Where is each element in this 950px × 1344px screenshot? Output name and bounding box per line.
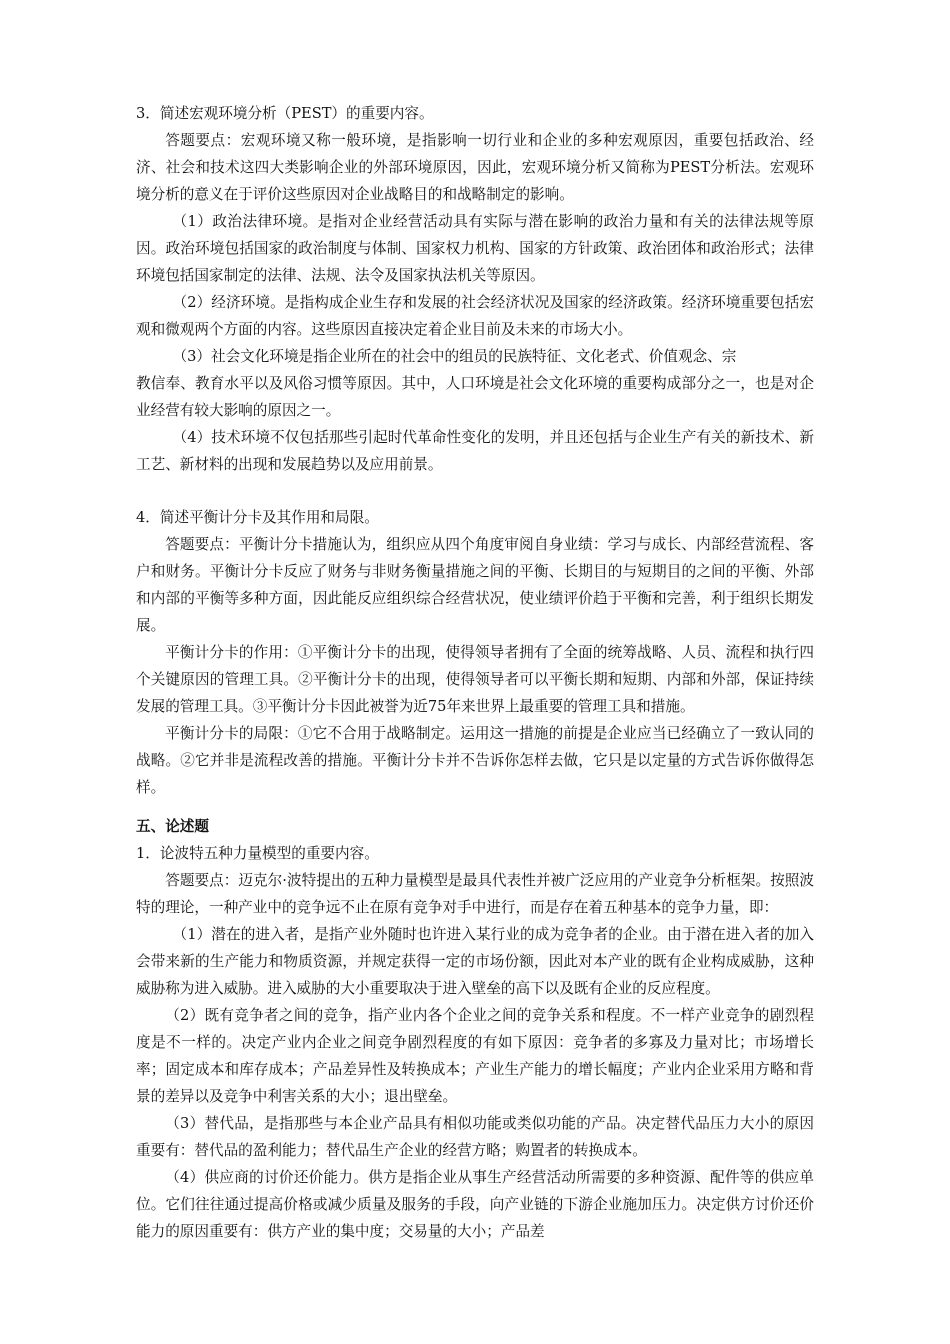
s5-question-title: 1．论波特五种力量模型的重要内容。 (136, 845, 379, 862)
q3-answer-intro: 答题要点：宏观环境又称一般环境，是指影响一切行业和企业的多种宏观原因，重要包括政治、经济、社会和技术这四大类影响企业的外部环境原因，因此，宏观环境分析又简称为PEST分析法。宏观环境分析的意义在于评价这些原因对企业战略目的和战略制定的影响。 (136, 132, 814, 203)
s5-item-rivalry: （2）既有竞争者之间的竞争，指产业内各个企业之间的竞争关系和程度。不一样产业竞争的剧烈程度是不一样的。决定产业内企业之间竞争剧烈程度的有如下原因：竞争者的多寡及力量对比；市场增长率；固定成本和库存成本；产品差异性及转换成本；产业生产能力的增长幅度；产业内企业采用方略和背景的差异以及竞争中利害关系的大小；退出壁垒。 (136, 1007, 814, 1105)
q3-item-social-line1: （3）社会文化环境是指企业所在的社会中的组员的民族特征、文化老式、价值观念、宗 (172, 348, 737, 365)
s5-item-entrants: （1）潜在的进入者，是指产业外随时也许进入某行业的成为竞争者的企业。由于潜在进入者的加入会带来新的生产能力和物质资源，并规定获得一定的市场份额，因此对本产业的既有企业构成威胁，这种威胁称为进入威胁。进入威胁的大小重要取决于进入壁垒的高下以及既有企业的反应程度。 (136, 926, 814, 997)
q3-item-social-line2: 教信奉、教育水平以及风俗习惯等原因。其中，人口环境是社会文化环境的重要构成部分之一，也是对企业经营有较大影响的原因之一。 (136, 375, 814, 419)
s5-answer-intro: 答题要点：迈克尔·波特提出的五种力量模型是最具代表性并被广泛应用的产业竞争分析框架。按照波特的理论，一种产业中的竞争远不止在原有竞争对手中进行，而是存在着五种基本的竞争力量，即： (136, 872, 814, 916)
q4-limitation: 平衡计分卡的局限：①它不合用于战略制定。运用这一措施的前提是企业应当已经确立了一致认同的战略。②它并非是流程改善的措施。平衡计分卡并不告诉你怎样去做，它只是以定量的方式告诉你做得怎样。 (136, 725, 814, 796)
s5-item-suppliers: （4）供应商的讨价还价能力。供方是指企业从事生产经营活动所需要的多种资源、配件等的供应单位。它们往往通过提高价格或减少质量及服务的手段，向产业链的下游企业施加压力。决定供方讨价还价能力的原因重要有：供方产业的集中度；交易量的大小；产品差 (136, 1169, 814, 1240)
q4-title: 4．简述平衡计分卡及其作用和局限。 (136, 509, 379, 526)
section-heading: 五、论述题 (136, 818, 209, 835)
document-page (136, 100, 814, 1245)
q3-item-political: （1）政治法律环境。是指对企业经营活动具有实际与潜在影响的政治力量和有关的法律法规等原因。政治环境包括国家的政治制度与体制、国家权力机构、国家的方针政策、政治团体和政治形式；法律环境包括国家制定的法律、法规、法令及国家执法机关等原因。 (136, 213, 814, 284)
q3-item-economic: （2）经济环境。是指构成企业生存和发展的社会经济状况及国家的经济政策。经济环境重要包括宏观和微观两个方面的内容。这些原因直接决定着企业目前及未来的市场大小。 (136, 294, 814, 338)
q4-answer-intro: 答题要点：平衡计分卡措施认为，组织应从四个角度审阅自身业绩：学习与成长、内部经营流程、客户和财务。平衡计分卡反应了财务与非财务衡量措施之间的平衡、长期目的与短期目的之间的平衡、外部和内部的平衡等多种方面，因此能反应组织综合经营状况，使业绩评价趋于平衡和完善，利于组织长期发展。 (136, 536, 814, 634)
q3-title: 3．简述宏观环境分析（PEST）的重要内容。 (136, 105, 434, 122)
s5-item-substitutes: （3）替代品，是指那些与本企业产品具有相似功能或类似功能的产品。决定替代品压力大小的原因重要有：替代品的盈利能力；替代品生产企业的经营方略；购置者的转换成本。 (136, 1115, 814, 1159)
q4-function: 平衡计分卡的作用：①平衡计分卡的出现，使得领导者拥有了全面的统筹战略、人员、流程和执行四个关键原因的管理工具。②平衡计分卡的出现，使得领导者可以平衡长期和短期、内部和外部，保证持续发展的管理工具。③平衡计分卡因此被誉为近75年来世界上最重要的管理工具和措施。 (136, 644, 814, 715)
q3-item-technology: （4）技术环境不仅包括那些引起时代革命性变化的发明，并且还包括与企业生产有关的新技术、新工艺、新材料的出现和发展趋势以及应用前景。 (136, 429, 814, 473)
